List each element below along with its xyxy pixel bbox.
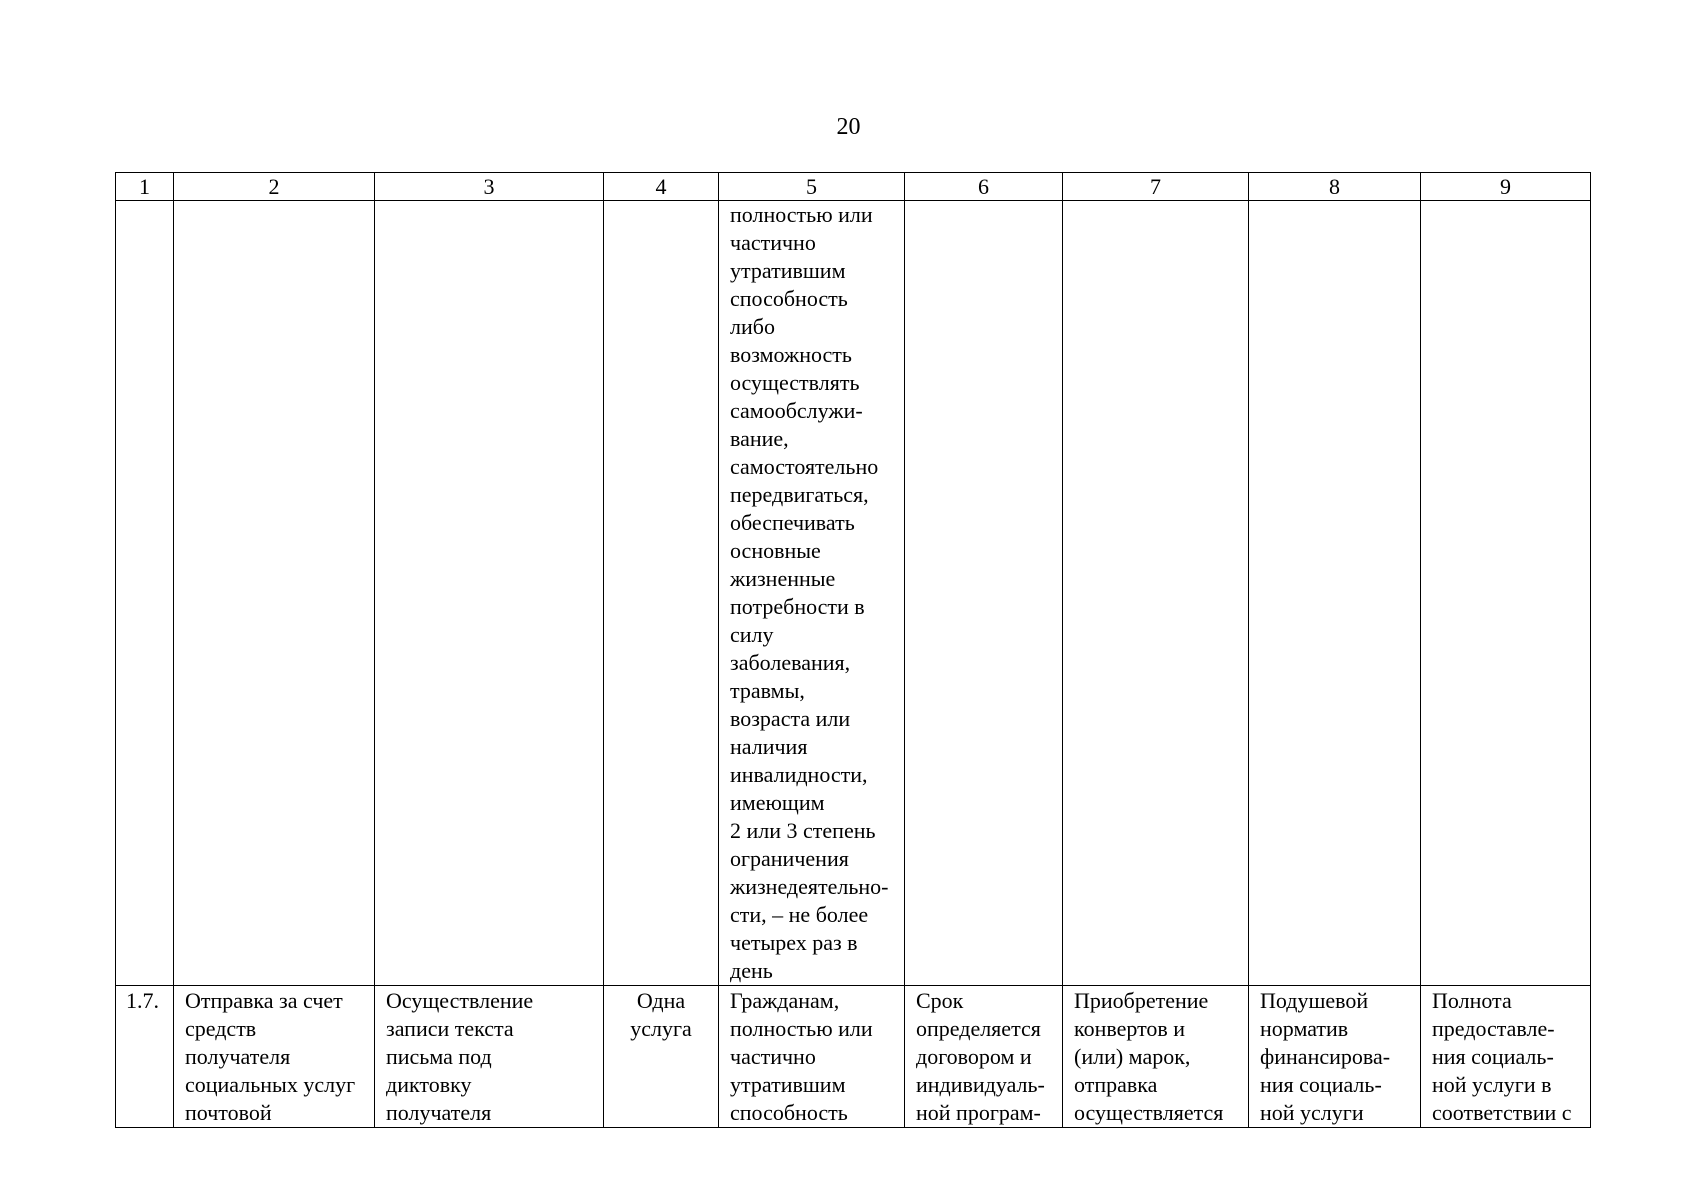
table-cell [375,201,604,986]
quality-criteria-cell: Полнота предоставле- ния социаль- ной услуги в соответствии с [1421,986,1591,1128]
service-name-cell: Отправка за счет средств получателя социальных услуг почтовой [174,986,375,1128]
column-header: 3 [375,173,604,201]
financing-cell: Подушевой норматив финансирова- ния социаль- ной услуги [1249,986,1421,1128]
table-cell [1249,201,1421,986]
procedure-cell: Приобретение конвертов и (или) марок, отправка осуществляется [1063,986,1249,1128]
table-row-1-7 [116,986,1591,1128]
table-cell [1421,201,1591,986]
table-cell [905,201,1063,986]
column-header: 9 [1421,173,1591,201]
table-cell [116,201,174,986]
column-header: 5 [719,173,905,201]
row-number-cell: 1.7. [116,986,174,1128]
column-header: 2 [174,173,375,201]
recipient-category-cell: полностью или частично утратившим способность либо возможность осуществлять самообслужи- вание, самостоятельно передвигаться, обеспечивать основные жизненные потребности в силу заболевания, травмы, возраста или наличия инвалидности, имеющим 2 или 3 степень ограничения жизнедеятельно- сти, – не более четырех раз в день [719,201,905,986]
term-cell: Срок определяется договором и индивидуаль- ной програм- [905,986,1063,1128]
table-row-continuation [116,201,1591,986]
page-number: 20 [836,114,861,140]
column-header: 4 [604,173,719,201]
service-description-cell: Осуществление записи текста письма под диктовку получателя [375,986,604,1128]
table-cell [604,201,719,986]
unit-cell: Одна услуга [604,986,719,1128]
table-cell [174,201,375,986]
column-header: 7 [1063,173,1249,201]
column-header: 6 [905,173,1063,201]
column-header: 8 [1249,173,1421,201]
recipient-category-cell: Гражданам, полностью или частично утратившим способность [719,986,905,1128]
table-cell [1063,201,1249,986]
services-table [115,172,1591,1128]
table-header-row [116,173,1591,201]
column-header: 1 [116,173,174,201]
